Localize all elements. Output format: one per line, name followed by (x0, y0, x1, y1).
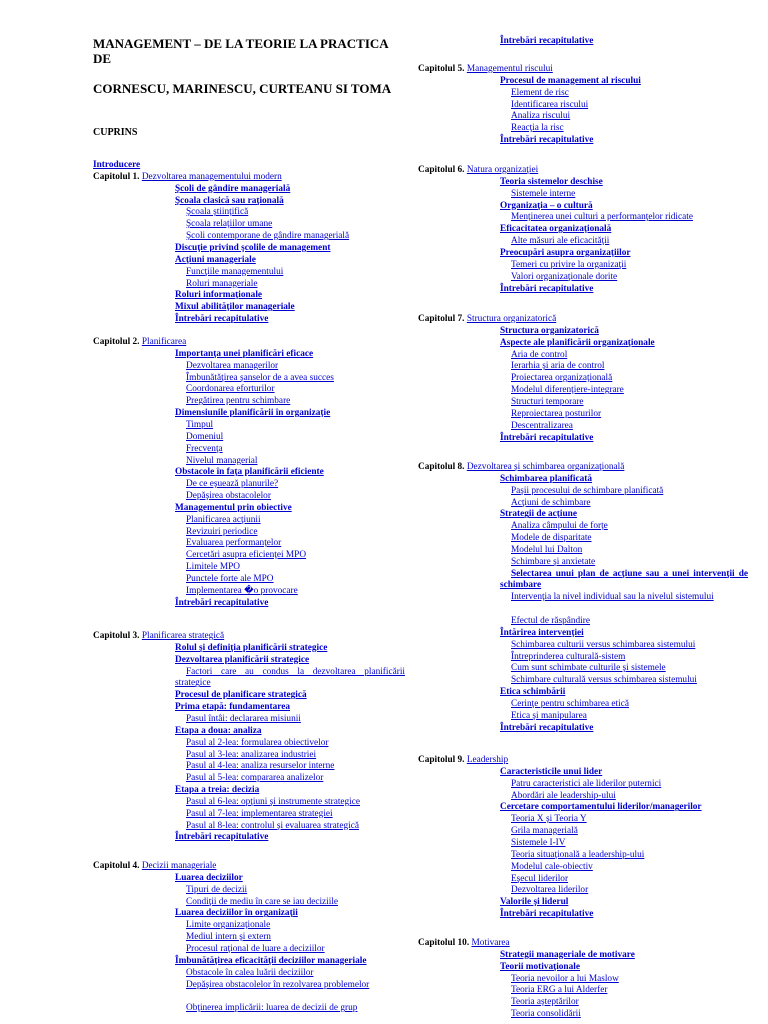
subsection-link[interactable]: Grila managerială (511, 826, 578, 837)
chapter-number: Capitolul 5. (418, 64, 465, 74)
chapter-number: Capitolul 9. (418, 755, 465, 765)
subsection-row (93, 491, 271, 503)
section-row (418, 284, 593, 296)
chapter-number: Capitolul 6. (418, 165, 465, 175)
section-link[interactable]: Strategii de acţiune (500, 509, 577, 520)
subsection-link[interactable]: Planificarea acţiunii (186, 514, 261, 525)
subsection-link[interactable]: Sistemele interne (511, 188, 576, 199)
subsection-link[interactable]: Modele de disparitate (511, 533, 592, 544)
section-row (93, 702, 290, 714)
section-row (418, 201, 593, 213)
chapter-row (418, 755, 508, 767)
subsection-row (93, 361, 278, 373)
section-row (93, 655, 309, 667)
subsection-link[interactable]: Întreprinderea culturală-sistem (511, 651, 626, 662)
section-row (93, 873, 243, 885)
subsection-link[interactable]: Alte măsuri ale eficacităţii (511, 236, 610, 247)
subsection-row (93, 885, 247, 897)
chapter-link[interactable]: Planificarea (141, 337, 187, 347)
subsection-link[interactable]: Identificarea riscului (511, 99, 589, 110)
section-row (418, 248, 631, 260)
subsection-link[interactable]: Schimbare culturală versus schimbarea sistemului (511, 675, 697, 686)
chapter-link[interactable]: Natura organizaţiei (466, 165, 539, 175)
chapter-link[interactable]: Dezvoltarea şi schimbarea organizaţională (466, 462, 625, 472)
subsection-row (418, 791, 616, 803)
subsection-link[interactable]: De ce eşuează planurile? (186, 479, 279, 490)
subsection-row (93, 384, 275, 396)
section-link[interactable]: Luarea deciziilor (175, 872, 243, 883)
subsection-row (93, 515, 261, 527)
subsection-link[interactable]: Cerinţe pentru schimbarea etică (511, 699, 629, 709)
subsection-row (418, 711, 587, 723)
section-link[interactable]: Procesul de management al riscului (500, 75, 641, 86)
subsection-link[interactable]: Temeri cu privire la organizaţii (511, 259, 627, 270)
section-link[interactable]: Întrebări recapitulative (175, 597, 269, 608)
section-link[interactable]: Dimensiunile planificării în organizaţie (175, 408, 331, 419)
section-link[interactable]: Organizaţia – o cultură (500, 200, 593, 211)
subsection-row (418, 100, 588, 112)
subsection-link[interactable]: Nivelul managerial (186, 455, 258, 466)
subsection-link[interactable]: Implementarea �o provocare (186, 585, 298, 596)
section-link[interactable]: Introducere (93, 160, 141, 170)
subsection-link[interactable]: Efectul de răspândire (511, 616, 590, 627)
subsection-link[interactable]: Dezvoltarea liderilor (511, 885, 589, 896)
chapter-row (93, 861, 216, 873)
section-row (93, 160, 140, 172)
subsection-row (418, 862, 593, 874)
subsection-link[interactable]: Evaluarea performanţelor (186, 538, 282, 549)
section-row (418, 76, 641, 88)
section-row (93, 184, 290, 196)
section-link[interactable]: Structura organizatorică (500, 325, 599, 336)
subsection-link[interactable]: Pasul al 7-lea: implementarea strategiei (186, 808, 333, 819)
section-row (418, 723, 593, 735)
subsection-row (418, 212, 693, 224)
section-link[interactable]: Şcoli de gândire managerială (175, 183, 291, 194)
cuprins-heading: CUPRINS (93, 127, 138, 138)
subsection-link[interactable]: Pasul al 8-lea: controlul şi evaluarea strategică (186, 820, 359, 831)
section-link[interactable]: Rolul şi definiţia planificării strategice (175, 642, 328, 653)
subsection-link[interactable]: Acţiuni de schimbare (511, 497, 591, 508)
subsection-link[interactable]: Modelul diferenţiere-integrare (511, 385, 624, 396)
subsection-link[interactable]: Procesul raţional de luare a deciziilor (186, 943, 325, 954)
section-link[interactable]: Cercetare comportamentului liderilor/managerilor (500, 802, 702, 813)
section-link[interactable]: Schimbarea planificată (500, 473, 593, 484)
section-link[interactable]: Prima etapă: fundamentarea (175, 702, 290, 713)
subsection-link[interactable]: Pasul al 3-lea: analizarea industriei (186, 749, 317, 760)
section-link[interactable]: Obstacole în faţa planificării eficiente (175, 467, 324, 478)
section-row (93, 408, 330, 420)
section-row (418, 36, 593, 48)
subsection-row (418, 189, 575, 201)
subsection-row (93, 821, 359, 833)
subsection-link[interactable]: Condiţii de mediu în care se iau deciziile (186, 896, 339, 907)
subsection-link[interactable]: Patru caracteristici ale liderilor puternici (511, 778, 662, 789)
section-row (418, 135, 593, 147)
subsection-row (418, 272, 617, 284)
subsection-row (418, 545, 582, 557)
section-link[interactable]: Întrebări recapitulative (500, 135, 594, 146)
subsection-row (93, 773, 323, 785)
chapter-link[interactable]: Decizii manageriale (141, 861, 217, 871)
subsection-row (93, 219, 272, 231)
subsection-link[interactable]: Analiza riscului (511, 111, 571, 122)
section-row (93, 503, 292, 515)
subsection-row (93, 456, 258, 468)
section-link[interactable]: Întrebări recapitulative (500, 909, 594, 920)
section-row (93, 726, 262, 738)
subsection-link[interactable]: Pasul al 2-lea: formularea obiectivelor (186, 737, 329, 748)
subsection-row (418, 814, 587, 826)
subsection-row (418, 974, 619, 986)
subsection-row (418, 350, 567, 362)
section-link[interactable]: Întrebări recapitulative (175, 314, 269, 325)
subsection-row (418, 985, 607, 997)
subsection-row (418, 557, 595, 569)
subsection-link[interactable]: Eşecul liderilor (511, 873, 569, 884)
subsection-row (93, 479, 278, 491)
subsection-row (418, 397, 584, 409)
subsection-link[interactable]: Pasul al 6-lea: opţiuni şi instrumente strategice (186, 796, 361, 807)
subsection-row (93, 586, 298, 598)
chapter-link[interactable]: Planificarea strategică (141, 631, 225, 641)
chapter-row (418, 462, 624, 474)
subsection-link[interactable]: Menţinerea unei culturi a performanţelor ridicate (511, 212, 693, 223)
subsection-row (418, 88, 569, 100)
section-row (418, 687, 565, 699)
section-link[interactable]: Şcoala clasică sau raţională (175, 195, 284, 206)
subsection-row (93, 396, 290, 408)
subsection-row (93, 373, 334, 385)
subsection-row (418, 850, 644, 862)
subsection-link[interactable]: Reproiectarea posturilor (511, 408, 602, 419)
chapter-row (93, 172, 282, 184)
section-link[interactable]: Preocupări asupra organizaţiilor (500, 247, 631, 258)
chapter-link[interactable]: Structura organizatorică (466, 314, 557, 324)
subsection-link[interactable]: Element de risc (511, 87, 569, 98)
section-row (418, 950, 635, 962)
subsection-row (418, 779, 661, 791)
toc-entry-row (93, 667, 405, 691)
subsection-row (418, 616, 590, 628)
subsection-row (93, 432, 223, 444)
section-row (93, 785, 259, 797)
chapter-link[interactable]: Leadership (466, 755, 509, 765)
subsection-row (93, 968, 314, 980)
section-link[interactable]: Teorii motivaţionale (500, 961, 580, 972)
section-row (418, 962, 580, 974)
subsection-link[interactable]: Teoria aşteptărilor (511, 997, 579, 1008)
chapter-number: Capitolul 3. (93, 631, 140, 641)
subsection-row (418, 826, 578, 838)
chapter-row (418, 314, 556, 326)
subsection-row (93, 932, 271, 944)
subsection-link[interactable]: Teoria X şi Teoria Y (511, 814, 587, 825)
subsection-row (93, 714, 301, 726)
section-link[interactable]: Dezvoltarea planificării strategice (175, 654, 310, 665)
subsection-link[interactable]: Abordări ale leadership-ului (511, 790, 616, 801)
toc-entry-row (418, 592, 748, 604)
subsection-link[interactable]: Valori organizaţionale dorite (511, 271, 618, 282)
section-row (93, 690, 307, 702)
subsection-link[interactable]: Obţinerea implicării: luarea de decizii de grup (186, 1003, 358, 1014)
section-link[interactable]: Întrebări recapitulative (500, 722, 594, 733)
subsection-row (93, 538, 281, 550)
section-link[interactable]: Etapa a doua: analiza (175, 725, 262, 736)
section-link[interactable]: Întrebări recapitulative (500, 432, 594, 443)
subsection-row (418, 361, 604, 373)
subsection-link[interactable]: Tipuri de decizii (186, 884, 248, 895)
toc-link[interactable]: Intervenţia la nivel individual sau la nivelul sistemului (511, 592, 714, 603)
subsection-row (418, 663, 666, 675)
subsection-link[interactable]: Schimbarea culturii versus schimbarea sistemului (511, 639, 696, 650)
chapter-link[interactable]: Motivarea (471, 938, 510, 948)
subsection-link[interactable]: Dezvoltarea managerilor (186, 360, 279, 371)
section-row (418, 767, 602, 779)
subsection-link[interactable]: Coordonarea eforturilor (186, 384, 275, 395)
chapter-number: Capitolul 8. (418, 462, 465, 472)
section-link[interactable]: Întrebări recapitulative (500, 283, 594, 294)
section-row (93, 956, 367, 968)
section-link[interactable]: Procesul de planificare strategică (175, 690, 307, 701)
section-row (93, 643, 327, 655)
subsection-link[interactable]: Pasul al 5-lea: compararea analizelor (186, 773, 324, 784)
subsection-link[interactable]: Sistemele I-IV (511, 837, 566, 848)
subsection-row (93, 920, 270, 932)
subsection-row (93, 444, 223, 456)
subsection-link[interactable]: Teoria situaţională a leadership-ului (511, 849, 645, 860)
subsection-row (418, 373, 612, 385)
section-link[interactable]: Managementul prin obiective (175, 502, 292, 513)
section-link[interactable]: Îmbunătăţirea eficacităţii deciziilor manageriale (175, 955, 367, 966)
toc-link[interactable]: Depăşirea obstacolelor în rezolvarea problemelor (186, 979, 370, 990)
subsection-row (93, 738, 329, 750)
chapter-row (418, 64, 553, 76)
chapter-row (93, 337, 186, 349)
section-row (418, 909, 593, 921)
subsection-row (93, 797, 360, 809)
subsection-link[interactable]: Limitele MPO (186, 562, 240, 573)
section-link[interactable]: Valorile şi liderul (500, 897, 569, 908)
authors-line: CORNESCU, MARINESCU, CURTEANU SI TOMA (93, 81, 392, 96)
subsection-link[interactable]: Teoria consolidării (511, 1009, 581, 1020)
subsection-row (418, 699, 629, 711)
subsection-row (418, 421, 573, 433)
section-row (418, 628, 584, 640)
subsection-link[interactable]: Structuri temporare (511, 396, 584, 407)
subsection-row (93, 279, 258, 291)
section-row (418, 897, 568, 909)
subsection-link[interactable]: Modelul cale-obiectiv (511, 861, 593, 872)
subsection-row (93, 231, 349, 243)
toc-entry-row (93, 980, 405, 992)
subsection-row (418, 1009, 581, 1021)
section-link[interactable]: Strategii manageriale de motivare (500, 949, 635, 960)
section-row (93, 243, 330, 255)
section-row (93, 290, 262, 302)
section-link[interactable]: Roluri informaţionale (175, 290, 263, 301)
section-row (93, 908, 298, 920)
section-row (93, 832, 268, 844)
section-link[interactable]: Întărirea intervenţiei (500, 627, 584, 638)
subsection-row (418, 409, 601, 421)
subsection-link[interactable]: Paşii procesului de schimbare planificată (511, 485, 664, 496)
subsection-row (93, 750, 316, 762)
subsection-link[interactable]: Ierarhia şi aria de control (511, 361, 605, 372)
subsection-link[interactable]: Timpul (186, 419, 214, 430)
section-row (418, 177, 603, 189)
section-row (93, 302, 295, 314)
subsection-link[interactable]: Frecvenţa (186, 443, 223, 454)
section-row (418, 224, 611, 236)
section-row (93, 196, 284, 208)
section-row (418, 474, 592, 486)
section-link[interactable]: Întrebări recapitulative (175, 832, 269, 843)
subsection-link[interactable]: Aria de control (511, 349, 568, 360)
subsection-link[interactable]: Roluri manageriale (186, 278, 258, 289)
section-row (418, 433, 593, 445)
chapter-row (418, 938, 510, 950)
subsection-link[interactable]: Funcţiile managementului (186, 266, 284, 277)
subsection-link[interactable]: Şcoala relaţiilor umane (186, 219, 273, 230)
section-link[interactable]: Luarea deciziilor în organizaţii (175, 908, 298, 919)
subsection-row (418, 521, 608, 533)
toc-entry-row (418, 569, 748, 593)
subsection-row (418, 486, 663, 498)
subsection-row (93, 550, 306, 562)
title-line: MANAGEMENT – DE LA TEORIE LA PRACTICA DE (93, 36, 388, 66)
subsection-link[interactable]: Pregătirea pentru schimbare (186, 396, 291, 407)
subsection-link[interactable]: Mediul intern şi extern (186, 932, 271, 943)
section-link[interactable]: Mixul abilităţilor manageriale (175, 302, 295, 313)
subsection-link[interactable]: Îmbunătăţirea şanselor de a avea succes (186, 372, 334, 383)
subsection-row (93, 207, 248, 219)
section-link[interactable]: Importanţa unei planificări eficace (175, 348, 314, 359)
subsection-row (418, 498, 591, 510)
subsection-link[interactable]: Analiza câmpului de forţe (511, 521, 608, 532)
subsection-row (93, 809, 333, 821)
subsection-link[interactable]: Limite organizaţionale (186, 920, 271, 931)
chapter-link[interactable]: Managementul riscului (466, 64, 553, 74)
subsection-link[interactable]: Cercetări asupra eficienţei MPO (186, 550, 307, 561)
subsection-link[interactable]: Şcoala ştiinţifică (186, 207, 249, 218)
subsection-link[interactable]: Proiectarea organizaţională (511, 373, 613, 384)
subsection-row (418, 236, 609, 248)
chapter-row (418, 165, 538, 177)
subsection-link[interactable]: Domeniul (186, 431, 224, 442)
subsection-row (418, 533, 592, 545)
subsection-row (418, 385, 624, 397)
subsection-link[interactable]: Cum sunt schimbate culturile şi sistemele (511, 663, 666, 674)
chapter-number: Capitolul 10. (418, 938, 470, 948)
subsection-row (418, 652, 625, 664)
subsection-row (93, 897, 338, 909)
section-row (93, 314, 268, 326)
subsection-row (418, 111, 570, 123)
section-link[interactable]: Caracteristicile unui lider (500, 766, 603, 777)
toc-link[interactable]: Factori care au condus la dezvoltarea planificării strategice (175, 666, 405, 689)
subsection-row (418, 675, 697, 687)
subsection-row (93, 420, 213, 432)
section-row (418, 802, 702, 814)
subsection-row (93, 761, 334, 773)
section-row (418, 338, 655, 350)
subsection-row (418, 838, 565, 850)
subsection-row (93, 1003, 357, 1015)
chapter-row (93, 631, 224, 643)
chapter-number: Capitolul 7. (418, 314, 465, 324)
section-link[interactable]: Teoria sistemelor deschise (500, 176, 603, 187)
subsection-link[interactable]: Schimbare şi anxietate (511, 556, 596, 567)
subsection-link[interactable]: Modelul lui Dalton (511, 544, 583, 555)
section-link[interactable]: Aspecte ale planificării organizaţionale (500, 337, 655, 348)
subsection-link[interactable]: Etica şi manipularea (511, 710, 587, 721)
subsection-row (418, 885, 588, 897)
subsection-row (418, 874, 568, 886)
section-row (93, 467, 324, 479)
section-row (93, 349, 313, 361)
section-row (418, 509, 577, 521)
subsection-row (418, 997, 579, 1009)
section-link[interactable]: Etapa a treia: decizia (175, 785, 260, 796)
chapter-number: Capitolul 1. (93, 171, 140, 182)
subsection-row (93, 574, 274, 586)
subsection-link[interactable]: Depăşirea obstacolelor (186, 491, 271, 502)
section-row (93, 598, 268, 610)
chapter-number: Capitolul 4. (93, 861, 140, 871)
subsection-link[interactable]: Reacţia la risc (511, 123, 564, 134)
section-row (93, 255, 256, 267)
subsection-row (93, 562, 240, 574)
subsection-row (418, 123, 564, 135)
subsection-link[interactable]: Punctele forte ale MPO (186, 574, 274, 584)
chapter-number: Capitolul 2. (93, 337, 140, 347)
subsection-link[interactable]: Şcoli contemporane de gândire managerială (186, 231, 350, 242)
section-link[interactable]: Acţiuni manageriale (175, 254, 256, 265)
subsection-row (418, 260, 626, 272)
section-link[interactable]: Întrebări recapitulative (500, 36, 594, 46)
document-title (93, 36, 405, 96)
subsection-link[interactable]: Teoria nevoilor a lui Maslow (511, 973, 619, 984)
subsection-row (93, 527, 258, 539)
subsection-link[interactable]: Revizuiri periodice (186, 526, 258, 537)
section-link[interactable]: Etica schimbării (500, 687, 566, 698)
subsection-row (93, 267, 283, 279)
subsection-link[interactable]: Pasul întâi: declararea misiunii (186, 713, 301, 724)
subsection-row (418, 640, 695, 652)
chapter-link[interactable]: Dezvoltarea managementului modern (141, 171, 282, 182)
subsection-link[interactable]: Teoria ERG a lui Alderfer (511, 985, 608, 996)
toc-link[interactable]: Selectarea unui plan de acţiune sau a unei intervenţii de schimbare (500, 568, 748, 591)
section-link[interactable]: Discuţie privind şcolile de management (175, 242, 331, 253)
subsection-row (93, 944, 325, 956)
subsection-link[interactable]: Obstacole în calea luării deciziilor (186, 967, 314, 978)
subsection-link[interactable]: Descentralizarea (511, 420, 573, 431)
subsection-link[interactable]: Pasul al 4-lea: analiza resurselor interne (186, 761, 335, 772)
section-link[interactable]: Eficacitatea organizaţională (500, 224, 612, 235)
section-row (418, 326, 599, 338)
